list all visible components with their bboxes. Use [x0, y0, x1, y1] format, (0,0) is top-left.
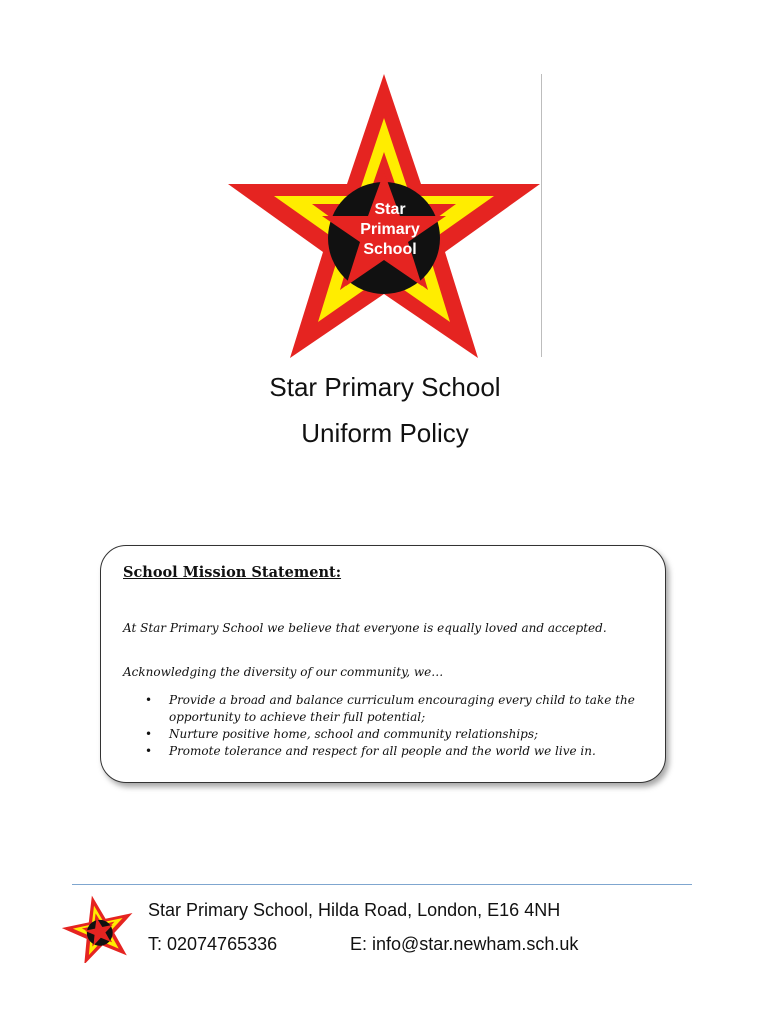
logo-text-line: Star: [374, 201, 406, 218]
list-item: • Promote tolerance and respect for all people and the world we live in.: [123, 743, 653, 760]
document-subtitle: Uniform Policy: [301, 418, 469, 448]
footer-logo: [62, 893, 136, 968]
mission-statement-box: [100, 545, 666, 783]
mission-list: [123, 692, 653, 760]
star-logo-small-icon: [62, 893, 136, 963]
list-item: • Provide a broad and balance curriculum encouraging every child to take the opportunity to achieve their full potential;: [123, 692, 653, 726]
document-title: Star Primary School: [269, 372, 501, 402]
footer-email[interactable]: E: info@star.newham.sch.uk: [350, 934, 579, 954]
footer-address: Star Primary School, Hilda Road, London, E16 4NH: [148, 900, 561, 920]
footer-divider: [72, 884, 692, 885]
mission-heading: School Mission Statement:: [123, 564, 342, 581]
school-logo: [224, 72, 544, 367]
logo-text-line: Primary: [360, 221, 420, 238]
footer-phone: T: 02074765336: [148, 934, 278, 954]
mission-paragraph: At Star Primary School we believe that everyone is equally loved and accepted.: [123, 621, 607, 635]
mission-paragraph: Acknowledging the diversity of our community, we…: [123, 665, 444, 679]
logo-text-line: School: [363, 241, 417, 258]
logo-text: [330, 200, 450, 260]
footer-contact: [148, 934, 579, 955]
list-item: • Nurture positive home, school and community relationships;: [123, 726, 653, 743]
